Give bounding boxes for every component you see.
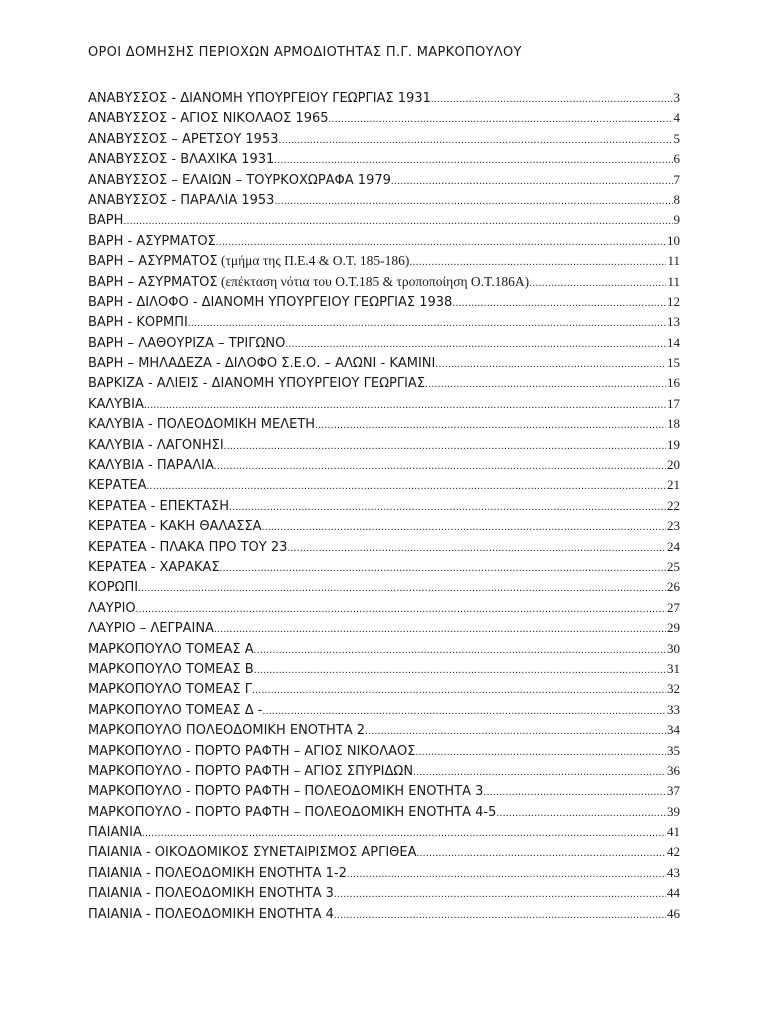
toc-entry[interactable] bbox=[88, 353, 680, 373]
toc-entry-title: ΒΑΡΚΙΖΑ - ΑΛΙΕΙΣ - ΔΙΑΝΟΜΗ ΥΠΟΥΡΓΕΙΟΥ ΓΕΩΡΓΙΑΣ bbox=[88, 376, 426, 392]
toc-dot-leader bbox=[415, 742, 666, 761]
toc-entry-title: ΒΑΡΗ - ΚΟΡΜΠΙ bbox=[88, 315, 188, 331]
toc-entry[interactable] bbox=[88, 333, 680, 353]
toc-dot-leader bbox=[425, 374, 666, 393]
toc-page-number: 37 bbox=[667, 783, 680, 799]
toc-entry-label bbox=[88, 191, 274, 210]
toc-entry-title: ΚΑΛΥΒΙΑ - ΠΑΡΑΛΙΑ bbox=[88, 458, 214, 474]
toc-entry-label bbox=[88, 558, 220, 577]
toc-entry[interactable] bbox=[88, 537, 680, 557]
toc-entry-title: ΚΕΡΑΤΕΑ bbox=[88, 478, 147, 494]
toc-page-number: 3 bbox=[673, 90, 680, 105]
toc-entry[interactable] bbox=[88, 700, 680, 720]
toc-page-number: 26 bbox=[667, 579, 680, 595]
toc-entry-title: ΠΑΙΑΝΙΑ - ΠΟΛΕΟΔΟΜΙΚΗ ΕΝΟΤΗΤΑ 4 bbox=[88, 906, 334, 922]
toc-entry-label bbox=[88, 905, 334, 924]
toc-entry[interactable] bbox=[88, 170, 680, 190]
toc-dot-leader bbox=[483, 782, 666, 801]
toc-entry-title: ΑΝΑΒΥΣΣΟΣ - ΔΙΑΝΟΜΗ ΥΠΟΥΡΓΕΙΟΥ ΓΕΩΡΓΙΑΣ 1931 bbox=[88, 91, 431, 106]
toc-page-number: 8 bbox=[673, 191, 680, 207]
toc-page-number: 20 bbox=[667, 457, 680, 473]
toc-dot-leader bbox=[224, 436, 666, 455]
toc-entry[interactable] bbox=[88, 659, 680, 679]
toc-entry-title: ΜΑΡΚΟΠΟΥΛΟ ΤΟΜΕΑΣ Δ - bbox=[88, 702, 263, 718]
toc-entry[interactable] bbox=[88, 842, 680, 862]
toc-entry-title: ΑΝΑΒΥΣΣΟΣ - ΒΛΑΧΙΚΑ 1931 bbox=[88, 152, 275, 168]
toc-entry-label bbox=[88, 884, 334, 903]
toc-entry-label bbox=[88, 640, 254, 659]
toc-entry-title: ΠΑΙΑΝΙΑ bbox=[88, 825, 142, 841]
toc-entry-title: ΑΝΑΒΥΣΣΟΣ – ΕΛΑΙΩΝ – ΤΟΥΡΚΟΧΩΡΑΦΑ 1979 bbox=[88, 172, 391, 188]
toc-page-number: 31 bbox=[667, 660, 680, 676]
toc-page-number: 7 bbox=[673, 171, 680, 187]
toc-entry[interactable] bbox=[88, 496, 680, 516]
toc-entry-label bbox=[88, 701, 262, 720]
toc-dot-leader bbox=[287, 538, 666, 557]
toc-entry-label bbox=[88, 578, 138, 597]
toc-page-number: 35 bbox=[667, 742, 680, 758]
toc-entry-label bbox=[88, 171, 391, 190]
toc-entry-subtitle: (τμήμα της Π.Ε.4 & Ο.Τ. 185-186) bbox=[217, 253, 410, 269]
toc-entry-label bbox=[88, 660, 254, 679]
toc-dot-leader bbox=[391, 171, 673, 190]
toc-entry[interactable] bbox=[88, 129, 680, 149]
toc-page-number: 27 bbox=[667, 599, 680, 615]
toc-entry[interactable] bbox=[88, 883, 680, 903]
toc-entry[interactable] bbox=[88, 598, 680, 618]
toc-dot-leader bbox=[136, 599, 666, 618]
toc-dot-leader bbox=[144, 395, 666, 414]
toc-entry-label bbox=[88, 436, 224, 455]
toc-page-number: 13 bbox=[667, 314, 680, 330]
toc-entry[interactable] bbox=[88, 822, 680, 842]
toc-entry-title: ΑΝΑΒΥΣΣΟΣ - ΑΓΙΟΣ ΝΙΚΟΛΑΟΣ 1965 bbox=[88, 111, 329, 127]
toc-page-number: 25 bbox=[667, 558, 680, 574]
toc-entry-label bbox=[88, 374, 425, 393]
toc-dot-leader bbox=[409, 252, 666, 271]
toc-entry[interactable] bbox=[88, 373, 680, 393]
toc-entry-label bbox=[88, 864, 347, 883]
toc-entry-label bbox=[88, 599, 136, 618]
toc-page-number: 10 bbox=[667, 232, 680, 248]
toc-entry-title: ΜΑΡΚΟΠΟΥΛΟ ΤΟΜΕΑΣ Β bbox=[88, 661, 254, 677]
toc-entry-title: ΚΕΡΑΤΕΑ - ΠΛΑΚΑ ΠΡΟ ΤΟΥ 23 bbox=[88, 539, 288, 555]
toc-entry[interactable] bbox=[88, 251, 680, 271]
toc-page-number: 11 bbox=[667, 273, 680, 289]
toc-entry-label bbox=[88, 313, 188, 332]
toc-dot-leader bbox=[229, 497, 666, 516]
toc-page-number: 41 bbox=[667, 824, 680, 840]
toc-entry[interactable] bbox=[88, 679, 680, 699]
toc-entry[interactable] bbox=[88, 639, 680, 659]
toc-entry-label bbox=[88, 823, 142, 842]
table-of-contents bbox=[88, 88, 680, 924]
toc-dot-leader bbox=[334, 905, 666, 924]
toc-entry-title: ΜΑΡΚΟΠΟΥΛΟ ΤΟΜΕΑΣ Γ bbox=[88, 682, 252, 698]
toc-entry[interactable] bbox=[88, 863, 680, 883]
toc-dot-leader bbox=[262, 517, 666, 536]
toc-entry-title: ΜΑΡΚΟΠΟΥΛΟ - ΠΟΡΤΟ ΡΑΦΤΗ – ΑΓΙΟΣ ΣΠΥΡΙΔΩΝ bbox=[88, 763, 414, 779]
toc-dot-leader bbox=[214, 456, 666, 475]
toc-entry[interactable] bbox=[88, 231, 680, 251]
toc-entry-label bbox=[88, 517, 262, 536]
toc-entry-title: ΒΑΡΗ – ΑΣΥΡΜΑΤΟΣ bbox=[88, 274, 218, 290]
toc-entry-label bbox=[88, 415, 315, 434]
toc-dot-leader bbox=[138, 578, 666, 597]
toc-entry-title: ΚΕΡΑΤΕΑ - ΚΑΚΗ ΘΑΛΑΣΣΑ bbox=[88, 519, 262, 535]
toc-page-number: 5 bbox=[673, 130, 680, 146]
toc-entry[interactable] bbox=[88, 577, 680, 597]
toc-entry-title: ΒΑΡΗ - ΑΣΥΡΜΑΤΟΣ bbox=[88, 233, 216, 249]
toc-entry-title: ΚΕΡΑΤΕΑ - ΕΠΕΚΤΑΣΗ bbox=[88, 498, 230, 514]
toc-dot-leader bbox=[188, 313, 666, 332]
toc-page-number: 36 bbox=[667, 762, 680, 778]
toc-dot-leader bbox=[274, 150, 672, 169]
toc-entry-label bbox=[88, 538, 287, 557]
toc-entry[interactable] bbox=[88, 88, 680, 108]
toc-page-number: 39 bbox=[667, 803, 680, 819]
toc-page-number: 33 bbox=[667, 701, 680, 717]
toc-dot-leader bbox=[452, 293, 666, 312]
toc-entry-title: ΠΑΙΑΝΙΑ - ΠΟΛΕΟΔΟΜΙΚΗ ΕΝΟΤΗΤΑ 1-2 bbox=[88, 865, 347, 881]
toc-entry-label bbox=[88, 782, 483, 801]
toc-entry-label bbox=[88, 395, 144, 414]
toc-entry-label bbox=[88, 456, 214, 475]
toc-entry-label bbox=[88, 211, 123, 230]
toc-dot-leader bbox=[365, 721, 666, 740]
toc-entry[interactable] bbox=[88, 455, 680, 475]
toc-entry[interactable] bbox=[88, 516, 680, 536]
toc-entry-title: ΜΑΡΚΟΠΟΥΛΟ - ΠΟΡΤΟ ΡΑΦΤΗ – ΑΓΙΟΣ ΝΙΚΟΛΑΟΣ bbox=[88, 743, 416, 759]
toc-dot-leader bbox=[123, 211, 672, 230]
toc-dot-leader bbox=[417, 843, 667, 862]
toc-page-number: 34 bbox=[667, 722, 680, 738]
toc-entry-title: ΒΑΡΗ – ΜΗΛΑΔΕΖΑ - ΔΙΛΟΦΟ Σ.Ε.Ο. – ΑΛΩΝΙ - ΚΑΜΙΝΙ bbox=[88, 356, 436, 372]
toc-page-number: 16 bbox=[667, 375, 680, 391]
toc-entry[interactable] bbox=[88, 394, 680, 414]
toc-dot-leader bbox=[435, 354, 666, 373]
toc-entry-title: ΜΑΡΚΟΠΟΥΛΟ - ΠΟΡΤΟ ΡΑΦΤΗ – ΠΟΛΕΟΔΟΜΙΚΗ ΕΝΟΤΗΤΑ 3 bbox=[88, 784, 484, 800]
toc-entry[interactable] bbox=[88, 802, 680, 822]
toc-dot-leader bbox=[347, 864, 666, 883]
toc-dot-leader bbox=[142, 823, 666, 842]
toc-page-number: 42 bbox=[667, 844, 680, 860]
toc-page-number: 21 bbox=[667, 477, 680, 493]
toc-entry-label bbox=[88, 680, 252, 699]
toc-dot-leader bbox=[254, 640, 666, 659]
document-title: ΟΡΟΙ ΔΟΜΗΣΗΣ ΠΕΡΙΟΧΩΝ ΑΡΜΟΔΙΟΤΗΤΑΣ Π.Γ. ΜΑΡΚΟΠΟΥΛΟΥ bbox=[88, 45, 522, 60]
toc-entry-title: ΒΑΡΗ - ΔΙΛΟΦΟ - ΔΙΑΝΟΜΗ ΥΠΟΥΡΓΕΙΟΥ ΓΕΩΡΓΙΑΣ 1938 bbox=[88, 294, 453, 310]
toc-page-number: 9 bbox=[673, 212, 680, 228]
toc-entry-title: ΑΝΑΒΥΣΣΟΣ – ΑΡΕΤΣΟΥ 1953 bbox=[88, 131, 279, 147]
toc-entry-label bbox=[88, 272, 529, 292]
toc-entry-title: ΒΑΡΗ – ΛΑΘΟΥΡΙΖΑ – ΤΡΙΓΩΝΟ bbox=[88, 335, 286, 351]
toc-entry-label bbox=[88, 150, 274, 169]
toc-entry-label bbox=[88, 803, 496, 822]
toc-entry[interactable] bbox=[88, 414, 680, 434]
toc-dot-leader bbox=[216, 232, 666, 251]
toc-entry-label bbox=[88, 742, 415, 761]
toc-entry-title: ΠΑΙΑΝΙΑ - ΠΟΛΕΟΔΟΜΙΚΗ ΕΝΟΤΗΤΑ 3 bbox=[88, 886, 334, 902]
toc-entry[interactable] bbox=[88, 435, 680, 455]
toc-page-number: 46 bbox=[667, 905, 680, 921]
toc-entry-title: ΚΟΡΩΠΙ bbox=[88, 580, 139, 596]
toc-dot-leader bbox=[147, 476, 666, 495]
toc-entry[interactable] bbox=[88, 312, 680, 332]
toc-page-number: 18 bbox=[667, 416, 680, 432]
toc-page-number: 29 bbox=[667, 620, 680, 636]
toc-dot-leader bbox=[274, 191, 672, 210]
toc-entry[interactable] bbox=[88, 272, 680, 292]
toc-entry-title: ΜΑΡΚΟΠΟΥΛΟ - ΠΟΡΤΟ ΡΑΦΤΗ – ΠΟΛΕΟΔΟΜΙΚΗ ΕΝΟΤΗΤΑ 4-5 bbox=[88, 804, 497, 820]
toc-page-number: 19 bbox=[667, 436, 680, 452]
toc-entry-label bbox=[88, 89, 431, 108]
toc-entry-label bbox=[88, 497, 229, 516]
toc-entry-label bbox=[88, 762, 413, 781]
toc-entry-label bbox=[88, 293, 452, 312]
toc-dot-leader bbox=[252, 680, 666, 699]
toc-entry[interactable] bbox=[88, 292, 680, 312]
toc-dot-leader bbox=[214, 619, 666, 638]
toc-entry-label bbox=[88, 619, 214, 638]
toc-entry[interactable] bbox=[88, 475, 680, 495]
toc-entry[interactable] bbox=[88, 557, 680, 577]
toc-entry[interactable] bbox=[88, 741, 680, 761]
toc-page-number: 22 bbox=[667, 497, 680, 513]
toc-entry[interactable] bbox=[88, 720, 680, 740]
toc-page-number: 30 bbox=[667, 640, 680, 656]
toc-page-number: 43 bbox=[667, 864, 680, 880]
toc-entry[interactable] bbox=[88, 190, 680, 210]
toc-dot-leader bbox=[279, 130, 673, 149]
toc-entry-label bbox=[88, 476, 147, 495]
toc-dot-leader bbox=[262, 701, 666, 720]
toc-entry[interactable] bbox=[88, 108, 680, 128]
toc-entry[interactable] bbox=[88, 618, 680, 638]
toc-page-number: 32 bbox=[667, 681, 680, 697]
toc-entry-title: ΚΑΛΥΒΙΑ bbox=[88, 396, 144, 412]
toc-entry-title: ΑΝΑΒΥΣΣΟΣ - ΠΑΡΑΛΙΑ 1953 bbox=[88, 192, 275, 208]
toc-entry[interactable] bbox=[88, 210, 680, 230]
toc-page-number: 17 bbox=[667, 395, 680, 411]
toc-dot-leader bbox=[529, 273, 666, 292]
toc-entry-title: ΜΑΡΚΟΠΟΥΛΟ ΠΟΛΕΟΔΟΜΙΚΗ ΕΝΟΤΗΤΑ 2 bbox=[88, 723, 365, 739]
toc-entry-label bbox=[88, 130, 279, 149]
toc-entry-label bbox=[88, 109, 329, 128]
toc-dot-leader bbox=[220, 558, 666, 577]
toc-entry-subtitle: (επέκταση νότια του Ο.Τ.185 & τροποποίηση Ο.Τ.186Α) bbox=[217, 273, 530, 289]
toc-entry-title: ΚΑΛΥΒΙΑ - ΛΑΓΟΝΗΣΙ bbox=[88, 437, 224, 453]
toc-entry-label bbox=[88, 843, 417, 862]
toc-entry-title: ΛΑΥΡΙΟ – ΛΕΓΡΑΙΝΑ bbox=[88, 621, 214, 637]
toc-entry-title: ΠΑΙΑΝΙΑ - ΟΙΚΟΔΟΜΙΚΟΣ ΣΥΝΕΤΑΙΡΙΣΜΟΣ ΑΡΓΙΘΕΑ bbox=[88, 845, 417, 861]
toc-dot-leader bbox=[413, 762, 666, 781]
toc-entry-title: ΒΑΡΗ bbox=[88, 213, 124, 229]
toc-dot-leader bbox=[315, 415, 666, 434]
toc-page-number: 14 bbox=[667, 334, 680, 350]
toc-entry[interactable] bbox=[88, 149, 680, 169]
toc-entry[interactable] bbox=[88, 904, 680, 924]
toc-dot-leader bbox=[285, 334, 666, 353]
toc-page-number: 11 bbox=[667, 253, 680, 269]
toc-entry-title: ΚΑΛΥΒΙΑ - ΠΟΛΕΟΔΟΜΙΚΗ ΜΕΛΕΤΗ bbox=[88, 417, 316, 433]
toc-entry-label bbox=[88, 232, 216, 251]
toc-entry[interactable] bbox=[88, 781, 680, 801]
toc-page-number: 4 bbox=[673, 110, 680, 126]
toc-dot-leader bbox=[329, 109, 673, 128]
toc-dot-leader bbox=[254, 660, 666, 679]
toc-page-number: 44 bbox=[667, 885, 680, 901]
toc-page-number: 24 bbox=[667, 538, 680, 554]
toc-entry-label bbox=[88, 721, 365, 740]
toc-entry-label bbox=[88, 334, 285, 353]
toc-entry-label bbox=[88, 251, 409, 271]
toc-page-number: 15 bbox=[667, 355, 680, 371]
toc-entry-title: ΛΑΥΡΙΟ bbox=[88, 600, 136, 616]
toc-dot-leader bbox=[334, 884, 666, 903]
toc-entry[interactable] bbox=[88, 761, 680, 781]
toc-page-number: 6 bbox=[673, 151, 680, 167]
toc-entry-title: ΚΕΡΑΤΕΑ - ΧΑΡΑΚΑΣ bbox=[88, 559, 220, 575]
toc-page-number: 23 bbox=[667, 518, 680, 534]
toc-dot-leader bbox=[431, 89, 673, 108]
toc-entry-label bbox=[88, 354, 435, 373]
toc-entry-title: ΒΑΡΗ – ΑΣΥΡΜΑΤΟΣ bbox=[88, 254, 218, 270]
toc-dot-leader bbox=[496, 803, 666, 822]
toc-page-number: 12 bbox=[667, 293, 680, 309]
toc-entry-title: ΜΑΡΚΟΠΟΥΛΟ ΤΟΜΕΑΣ Α bbox=[88, 641, 254, 657]
